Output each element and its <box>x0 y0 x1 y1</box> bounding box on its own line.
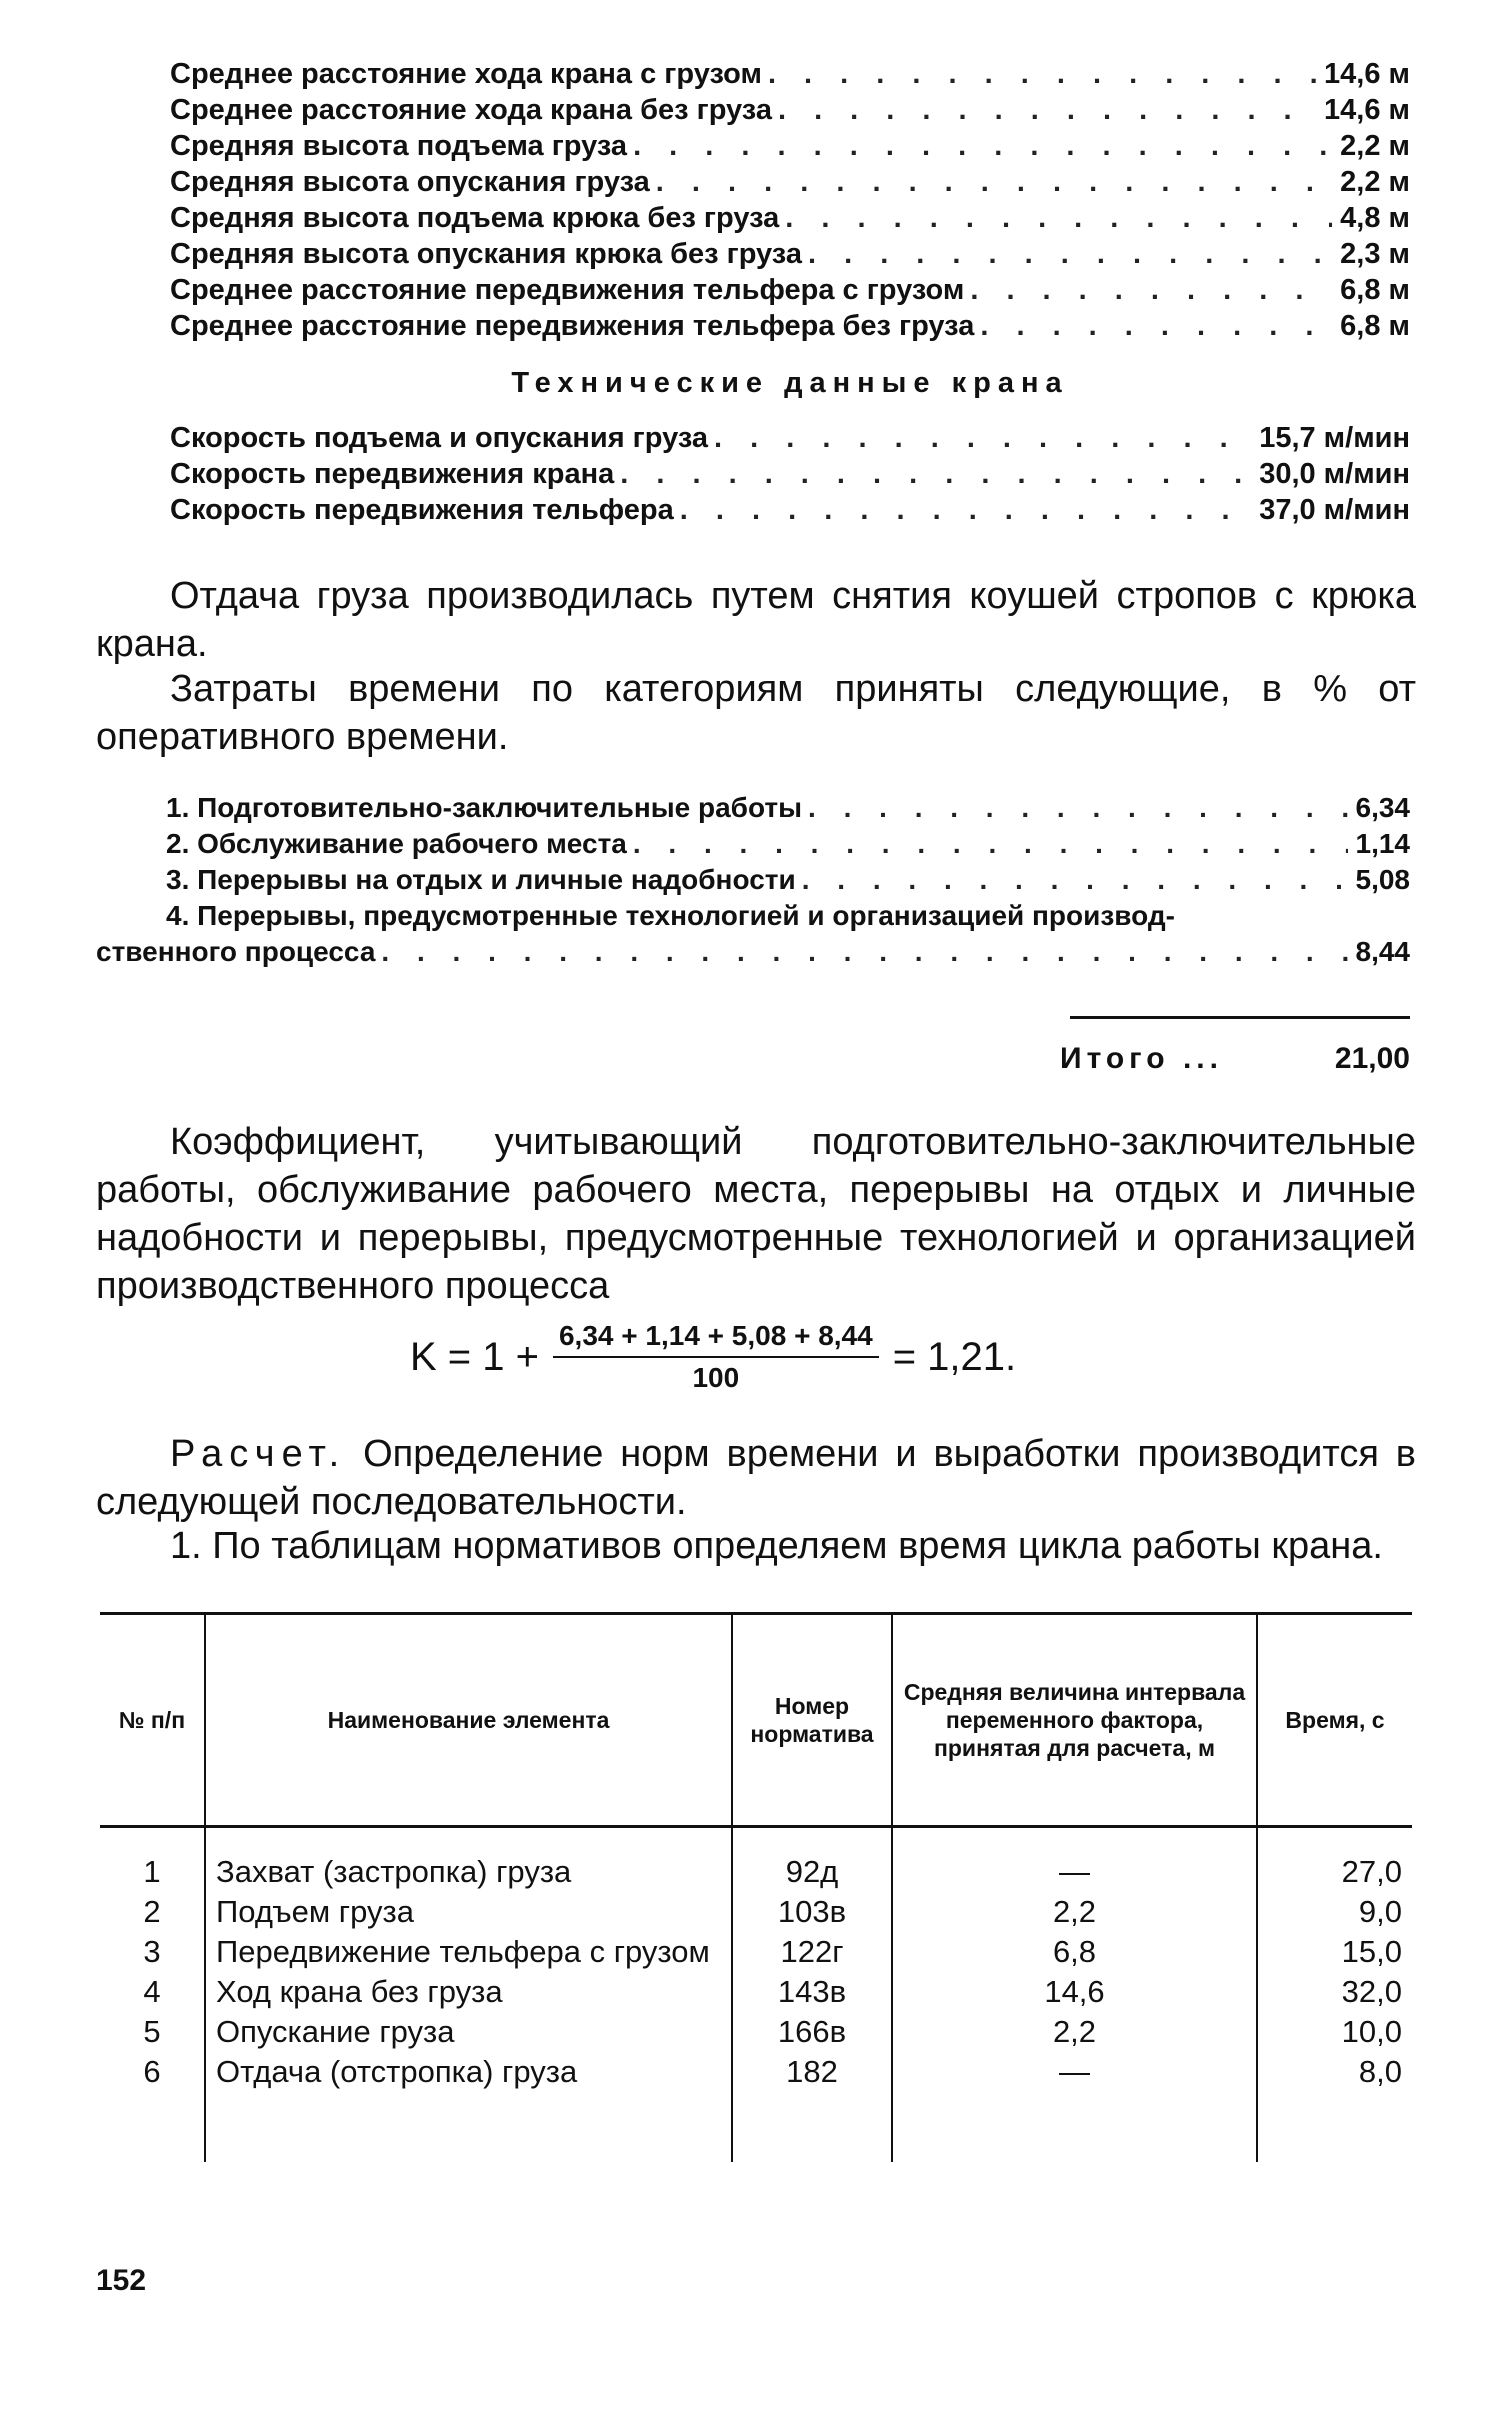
list-item: Среднее расстояние передвижения тельфера без груза . . . 6,8 м <box>170 308 1410 344</box>
total-row <box>1060 1042 1410 1076</box>
crane-distance-list <box>170 56 1410 344</box>
list-item: Среднее расстояние передвижения тельфера с грузом . . . 6,8 м <box>170 272 1410 308</box>
paragraph-step-1: 1. По таблицам нормативов определяем время цикла работы крана. <box>170 1525 1383 1567</box>
col-header-time: Время, с <box>1257 1614 1412 1827</box>
table-row: 5 Опускание груза 166в 2,2 10,0 <box>100 2012 1412 2052</box>
table-row: 2 Подъем груза 103в 2,2 9,0 <box>100 1892 1412 1932</box>
list-item: ственного процесса . . . 8,44 <box>96 934 1410 970</box>
paragraph-coefficient: Коэффициент, учитывающий подготовительно-заключительные работы, обслуживание рабочего места, перерывы на отдых и личные надобности и перерывы, предусмотренные технологией и организацией производственного процесса <box>96 1121 1416 1307</box>
list-item: 3. Перерывы на отдых и личные надобности . . . 5,08 <box>96 862 1410 898</box>
time-categories-list <box>96 790 1410 970</box>
tech-data-heading: Технические данные крана <box>511 367 1069 399</box>
list-item: 2. Обслуживание рабочего места . . . 1,14 <box>96 826 1410 862</box>
col-header-interval: Средняя величина интервала переменного фактора, принятая для расчета, м <box>892 1614 1257 1827</box>
norms-table <box>100 1612 1412 2162</box>
coefficient-formula <box>410 1320 1016 1394</box>
paragraph-unloading: Отдача груза производилась путем снятия коушей стропов с крюка крана. <box>96 575 1416 665</box>
col-header-norm: Номер норматива <box>732 1614 892 1827</box>
list-item: 4. Перерывы, предусмотренные технологией и организацией производ- <box>166 900 1175 931</box>
col-header-number: № п/п <box>100 1614 205 1827</box>
list-item: Средняя высота опускания груза . . . 2,2 м <box>170 164 1410 200</box>
list-item: Среднее расстояние хода крана без груза . . . 14,6 м <box>170 92 1410 128</box>
list-item: Средняя высота подъема крюка без груза . . . 4,8 м <box>170 200 1410 236</box>
formula-rhs: = 1,21. <box>892 1334 1017 1379</box>
col-header-element: Наименование элемента <box>205 1614 732 1827</box>
list-item: Среднее расстояние хода крана с грузом . . . 14,6 м <box>170 56 1410 92</box>
formula-fraction <box>553 1320 879 1394</box>
table-row: 1 Захват (застропка) груза 92д — 27,0 <box>100 1827 1412 1893</box>
table-header-row <box>100 1614 1412 1827</box>
list-item: Скорость передвижения тельфера . . . 37,0 м/мин <box>170 492 1410 528</box>
formula-denominator: 100 <box>692 1362 740 1393</box>
list-item: 1. Подготовительно-заключительные работы . . . 6,34 <box>96 790 1410 826</box>
table-row: 6 Отдача (отстропка) груза 182 — 8,0 <box>100 2052 1412 2092</box>
tech-data-list <box>170 420 1410 528</box>
total-divider <box>1070 1016 1410 1019</box>
formula-numerator: 6,34 + 1,14 + 5,08 + 8,44 <box>553 1320 879 1358</box>
paragraph-time-costs: Затраты времени по категориям приняты следующие, в % от оперативного времени. <box>96 668 1416 758</box>
table-row: 3 Передвижение тельфера с грузом 122г 6,8 15,0 <box>100 1932 1412 1972</box>
list-item: Скорость передвижения крана . . . 30,0 м/мин <box>170 456 1410 492</box>
table-row: 4 Ход крана без груза 143в 14,6 32,0 <box>100 1972 1412 2012</box>
table-spacer-row <box>100 2092 1412 2162</box>
total-label: Итого ... <box>1060 1042 1223 1075</box>
list-item: Средняя высота подъема груза . . . 2,2 м <box>170 128 1410 164</box>
formula-lhs: K = 1 + <box>410 1334 539 1379</box>
total-value: 21,00 <box>1334 1042 1410 1075</box>
page-number: 152 <box>96 2264 147 2297</box>
calculation-lead: Расчет. <box>170 1433 347 1475</box>
list-item: Скорость подъема и опускания груза . . . 15,7 м/мин <box>170 420 1410 456</box>
paragraph-calculation: Расчет. Определение норм времени и выработки производится в следующей последовательности. <box>96 1433 1416 1523</box>
list-item: Средняя высота опускания крюка без груза . . . 2,3 м <box>170 236 1410 272</box>
